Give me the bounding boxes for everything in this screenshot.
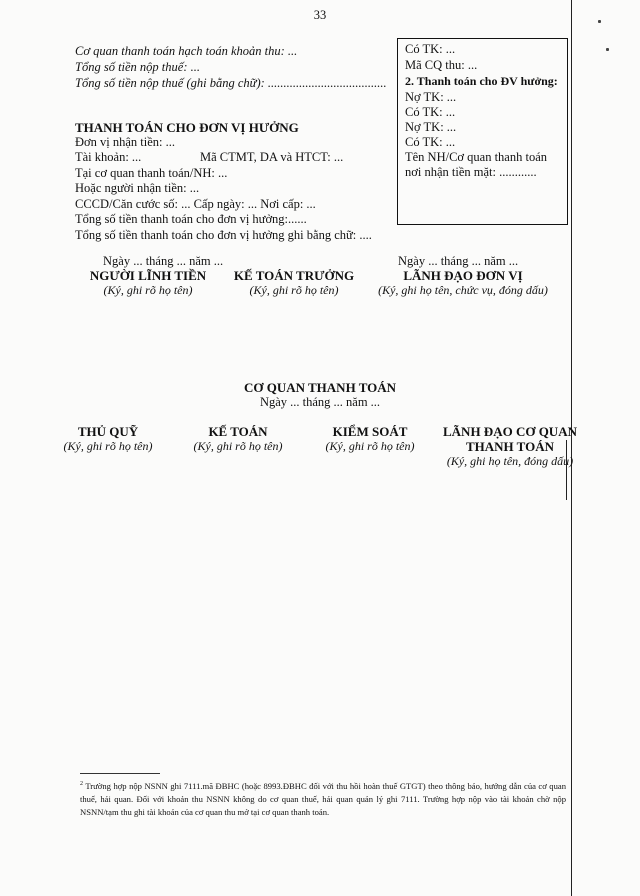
beneficiary-receiver: Hoặc người nhận tiền: ... [75,181,200,195]
signature-note: (Ký, ghi rõ họ tên) [249,283,339,297]
signature-title: KIỂM SOÁT [332,424,408,439]
signature-receiver [78,268,218,298]
signature-note: (Ký, ghi rõ họ tên) [63,439,153,453]
payer-line-total: Tổng số tiền nộp thuế: ... [75,60,200,74]
beneficiary-ctmt: Mã CTMT, DA và HTCT: ... [200,150,344,164]
box-line-co-tk-1: Có TK: ... [405,105,456,119]
signature-title: KẾ TOÁN TRƯỞNG [233,268,355,283]
signature-note: (Ký, ghi họ tên, chức vụ, đóng dấu) [378,283,548,297]
beneficiary-bank: Tại cơ quan thanh toán/NH: ... [75,166,228,180]
beneficiary-account: Tài khoản: ... [75,150,142,164]
payer-line-total-words: Tổng số tiền nộp thuế (ghi bằng chữ): ...................................... [75,76,387,90]
payment-agency-heading: CƠ QUAN THANH TOÁN [243,380,397,395]
signature-note: (Ký, ghi họ tên, đóng dấu) [446,454,574,468]
page-number: 33 [313,8,327,22]
box-line-no-tk-1: Nợ TK: ... [405,90,457,104]
signature-title: NGƯỜI LĨNH TIỀN [89,268,207,283]
signature-title-line2: THANH TOÁN [465,439,554,454]
date-right: Ngày ... tháng ... năm ... [398,254,519,268]
box-line-co-tk: Có TK: ... [405,42,456,56]
beneficiary-total: Tổng số tiền thanh toán cho đơn vị hưởng:...... [75,212,307,226]
date-left: Ngày ... tháng ... năm ... [103,254,224,268]
signature-agency-leader [436,424,584,469]
signature-title: THỦ QUỸ [77,424,139,439]
footnote-rule [80,773,160,774]
signature-note: (Ký, ghi rõ họ tên) [325,439,415,453]
footnote-text: Trường hợp nộp NSNN ghi 7111.mã ĐBHC (hoặc 8993.ĐBHC đối với thu hồi hoàn thuế GTGT) theo thông báo, hướng dẫn của cơ quan thuế, hải quan. Đối với khoản thu NSNN không do cơ quan thuế, hải quan quản lý ghi 7111. Trường hợp nộp vào tài khoản chờ nộp NSNN/tạm thu ghi tài khoản của cơ quan thu mở tại cơ quan thanh toán. [80,781,566,817]
signature-accountant [178,424,298,454]
signature-title: LÃNH ĐẠO ĐƠN VỊ [403,268,523,283]
beneficiary-unit: Đơn vị nhận tiền: ... [75,135,175,149]
payer-line-accounting: Cơ quan thanh toán hạch toán khoản thu: ... [75,44,298,58]
footnote [80,780,566,819]
signature-note: (Ký, ghi rõ họ tên) [193,439,283,453]
beneficiary-heading: THANH TOÁN CHO ĐƠN VỊ HƯỞNG [75,120,299,135]
payment-agency-date: Ngày ... tháng ... năm ... [259,395,381,409]
signature-unit-leader [370,268,556,298]
signature-title: LÃNH ĐẠO CƠ QUAN [443,424,577,439]
box-line-cash-place: nơi nhận tiền mặt: ............ [405,165,537,179]
scan-speck [606,48,609,51]
box-line-bank-name: Tên NH/Cơ quan thanh toán [405,150,547,164]
box-line-no-tk-2: Nợ TK: ... [405,120,457,134]
beneficiary-id-card: CCCD/Căn cước số: ... Cấp ngày: ... Nơi cấp: ... [75,197,316,211]
beneficiary-total-words: Tổng số tiền thanh toán cho đơn vị hưởng ghi bằng chữ: .... [75,228,372,242]
box-line-heading: 2. Thanh toán cho ĐV hưởng: [405,74,558,88]
footnote-marker: 2 [80,781,83,787]
signature-controller [310,424,430,454]
box-line-co-tk-2: Có TK: ... [405,135,456,149]
account-box [397,38,568,225]
signature-chief-accountant [224,268,364,298]
signature-cashier [48,424,168,454]
signature-note: (Ký, ghi rõ họ tên) [103,283,193,297]
box-line-ma-cq-thu: Mã CQ thu: ... [405,58,478,72]
scan-speck [598,20,601,23]
signature-title: KẾ TOÁN [208,424,268,439]
